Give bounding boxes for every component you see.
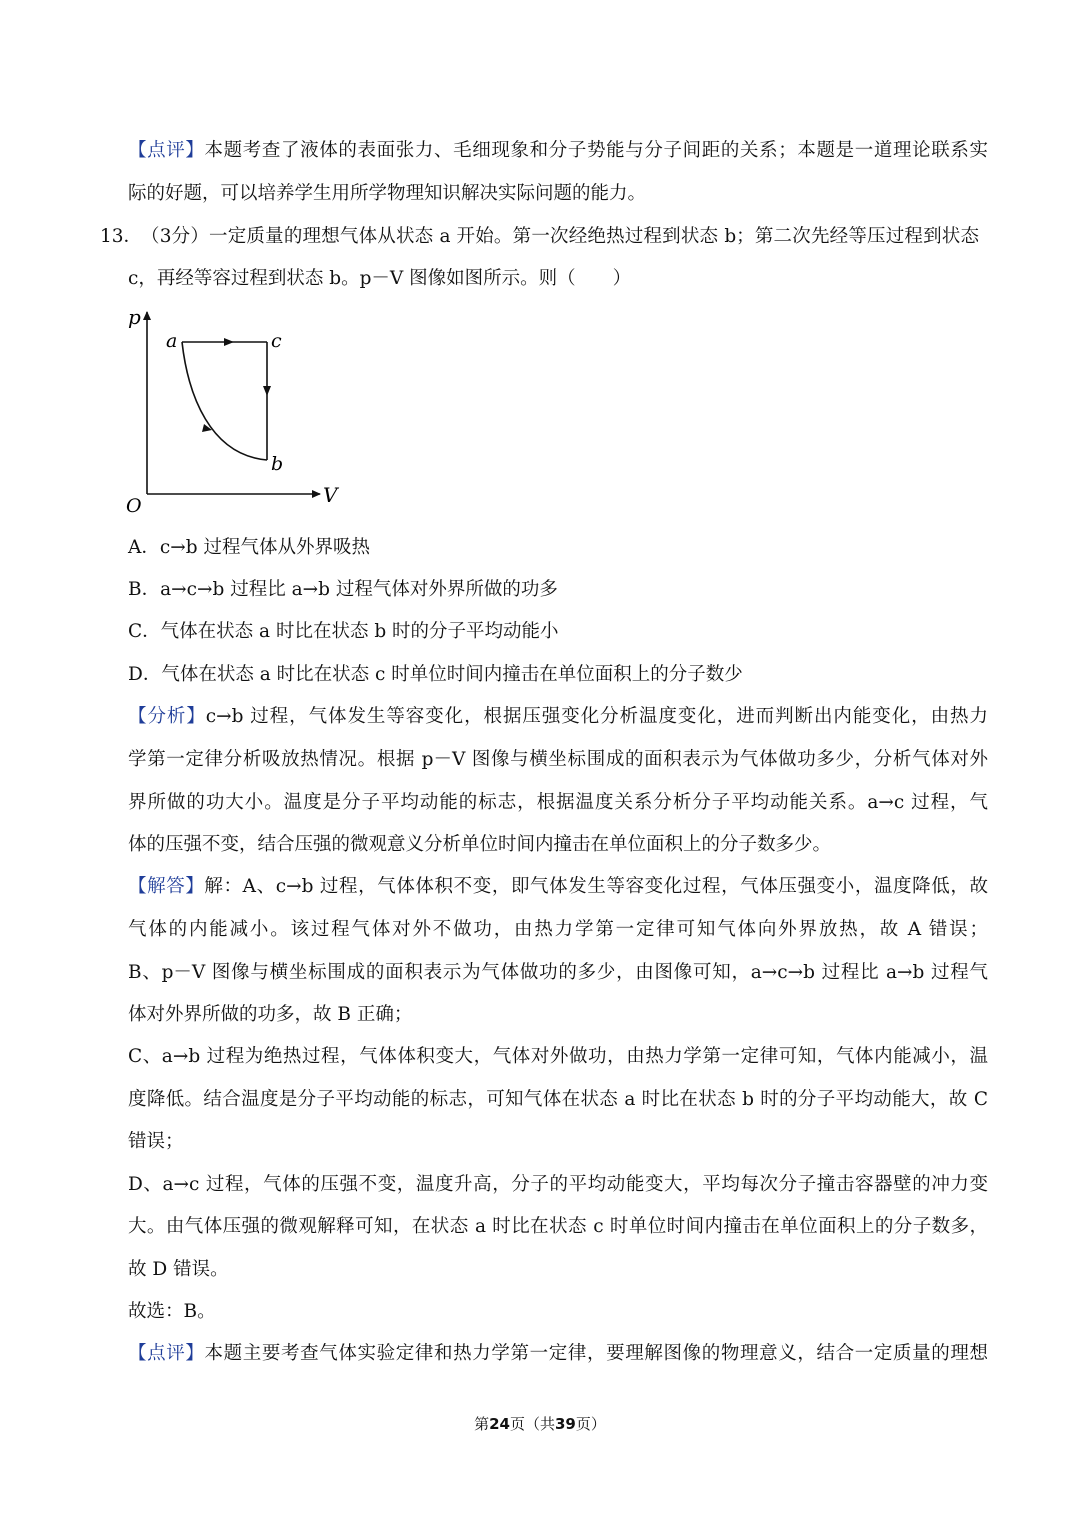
solution-line7: 错误；: [128, 1131, 184, 1152]
comment-tag: 【点评】: [128, 1343, 205, 1364]
solution-line10: 故 D 错误。: [128, 1259, 229, 1280]
analysis-line4: 体的压强不变，结合压强的微观意义分析单位时间内撞击在单位面积上的分子数多少。: [128, 834, 832, 855]
option-d: D．气体在状态 a 时比在状态 c 时单位时间内撞击在单位面积上的分子数少: [128, 664, 743, 685]
comment1-line1: 【点评】本题考查了液体的表面张力、毛细现象和分子势能与分子间距的关系；本题是一道理论联系实: [128, 140, 988, 161]
analysis-line2: 学第一定律分析吸放热情况。根据 p－V 图像与横坐标围成的面积表示为气体做功多少，分析气体对外: [128, 749, 988, 770]
solution-line2: 气体的内能减小。该过程气体对外不做功，由热力学第一定律可知气体向外界放热，故 A 错误；: [128, 919, 988, 940]
total-pages: 39: [555, 1415, 576, 1433]
solution-line5: C、a→b 过程为绝热过程，气体体积变大，气体对外做功，由热力学第一定律可知，气体内能减小，温: [128, 1046, 988, 1067]
page-footer: 第24页（共39页）: [474, 1415, 606, 1433]
axis-label-v: V: [323, 483, 338, 507]
axis-label-p: p: [128, 305, 141, 329]
path-a-b-adiabat: [182, 342, 267, 460]
solution-line6: 度降低。结合温度是分子平均动能的标志，可知气体在状态 a 时比在状态 b 时的分子平均动能大，故 C: [128, 1089, 988, 1110]
analysis-line3: 界所做的功大小。温度是分子平均动能的标志，根据温度关系分析分子平均动能关系。a→c 过程，气: [128, 792, 988, 813]
point-label-a: a: [166, 330, 178, 352]
solution-line3: B、p－V 图像与横坐标围成的面积表示为气体做功的多少，由图像可知，a→c→b 过程比 a→b 过程气: [128, 962, 988, 983]
point-label-b: b: [271, 453, 284, 475]
solution-line8: D、a→c 过程，气体的压强不变，温度升高，分子的平均动能变大，平均每次分子撞击容器壁的冲力变: [128, 1174, 988, 1195]
solution-line1: 【解答】解：A、c→b 过程，气体体积不变，即气体发生等容变化过程，气体压强变小，温度降低，故: [128, 876, 988, 897]
solution-line9: 大。由气体压强的微观解释可知，在状态 a 时比在状态 c 时单位时间内撞击在单位面积上的分子数多，: [128, 1216, 988, 1237]
question-line2: c，再经等容过程到状态 b。p－V 图像如图所示。则（ ）: [128, 268, 632, 289]
solution-answer: 故选：B。: [128, 1301, 216, 1322]
analysis-tag: 【分析】: [128, 706, 206, 727]
comment2-line1: 【点评】本题主要考查气体实验定律和热力学第一定律，要理解图像的物理意义，结合一定质量的理想: [128, 1343, 988, 1364]
option-b: B．a→c→b 过程比 a→b 过程气体对外界所做的功多: [128, 579, 558, 600]
question-number: 13．: [100, 226, 143, 247]
option-a: A．c→b 过程气体从外界吸热: [128, 537, 370, 558]
page-number: 24: [489, 1415, 510, 1433]
solution-tag: 【解答】: [128, 876, 205, 897]
comment1-line2: 际的好题，可以培养学生用所学物理知识解决实际问题的能力。: [128, 183, 647, 204]
option-c: C．气体在状态 a 时比在状态 b 时的分子平均动能小: [128, 621, 559, 642]
solution-line4: 体对外界所做的功多，故 B 正确；: [128, 1004, 413, 1025]
comment-tag: 【点评】: [128, 140, 205, 161]
analysis-line1: 【分析】c→b 过程，气体发生等容变化，根据压强变化分析温度变化，进而判断出内能变化，由热力: [128, 706, 988, 727]
pv-diagram: [120, 300, 350, 520]
origin-label: O: [126, 495, 142, 517]
point-label-c: c: [271, 330, 282, 352]
question-line1: （3分）一定质量的理想气体从状态 a 开始。第一次经绝热过程到状态 b；第二次先经等压过程到状态: [141, 226, 979, 247]
